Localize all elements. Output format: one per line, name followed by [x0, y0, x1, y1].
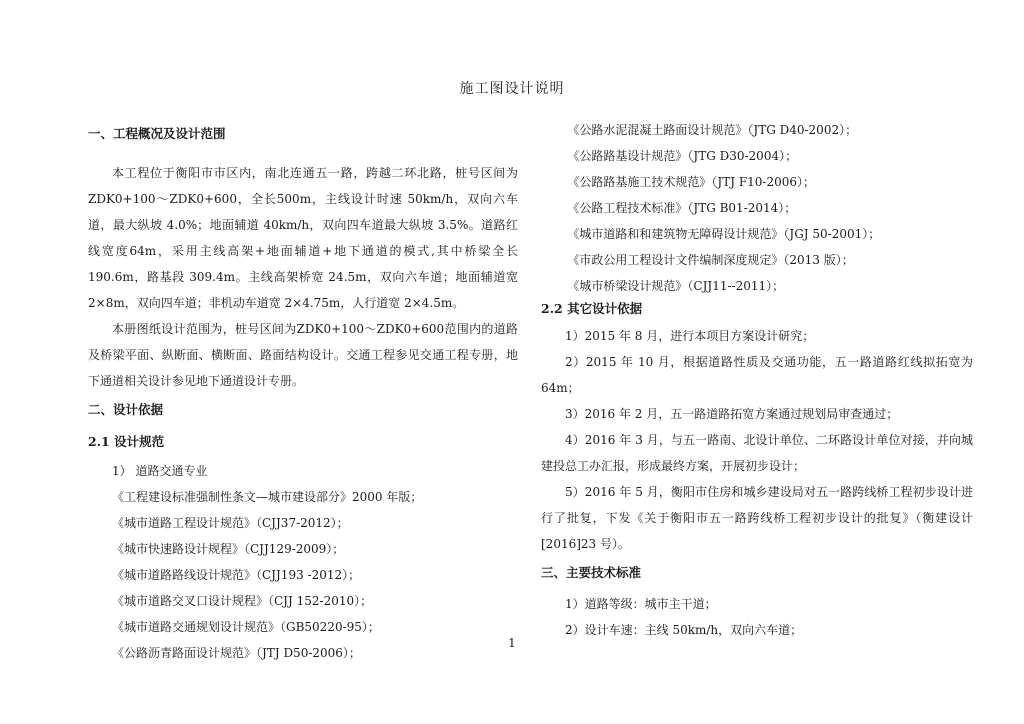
- spec-item: 《公路水泥混凝土路面设计规范》（JTG D40-2002）；: [567, 123, 858, 137]
- page-number: 1: [508, 636, 516, 650]
- standard-item: 2）设计车速：主线 50km/h，双向六车道；: [565, 623, 803, 637]
- basis-item: 1）2015 年 8 月，进行本项目方案设计研究；: [565, 329, 815, 343]
- subsection-heading-other-basis: 2.2 其它设计依据: [541, 301, 643, 316]
- spec-item: 《城市道路交叉口设计规程》（CJJ 152-2010）；: [112, 594, 373, 608]
- document-title: 施工图设计说明: [459, 81, 565, 97]
- spec-item: 《城市道路和和建筑物无障碍设计规范》（JGJ 50-2001）；: [567, 227, 881, 241]
- spec-item: 《城市桥梁设计规范》（CJJ11--2011）；: [567, 279, 785, 293]
- spec-item: 《城市道路工程设计规范》（CJJ37-2012）；: [112, 516, 349, 530]
- subsection-heading-specs: 2.1 设计规范: [88, 434, 165, 449]
- basis-item: 4）2016 年 3 月，与五一路南、北设计单位、二环路设计单位对接，并向城建投总工办汇报，形成最终方案，开展初步设计；: [541, 433, 973, 473]
- section-heading-standards: 三、主要技术标准: [541, 565, 642, 580]
- basis-item: 3）2016 年 2 月，五一路道路拓宽方案通过规划局审查通过；: [565, 407, 899, 421]
- spec-item: 《城市快速路设计规程》（CJJ129-2009）；: [112, 542, 345, 556]
- spec-item: 《公路路基施工技术规范》（JTJ F10-2006）；: [567, 175, 816, 189]
- spec-item: 《公路沥青路面设计规范》（JTJ D50-2006）；: [112, 646, 361, 660]
- spec-item: 《城市道路路线设计规范》（CJJ193 -2012）；: [112, 568, 361, 582]
- left-column: [88, 124, 518, 666]
- section-heading-overview: 一、工程概况及设计范围: [88, 126, 226, 141]
- spec-item: 《城市道路交通规划设计规范》（GB50220-95）；: [112, 620, 380, 634]
- overview-paragraph-2: 本册图纸设计范围为，桩号区间为ZDK0+100～ZDK0+600范围内的道路及桥梁平面、纵断面、横断面、路面结构设计。交通工程参见交通工程专册，地下通道相关设计参见地下通道设计专册。: [88, 322, 518, 388]
- overview-paragraph-1: 本工程位于衡阳市市区内，南北连通五一路，跨越二环北路，桩号区间为ZDK0+100～ZDK0+600，全长500m，主线设计时速 50km/h，双向六车道，最大纵坡 4.0%；地面辅道 40km/h，双向四车道最大纵坡 3.5%。道路红线宽度64m，采用主线高架+地面辅道+地下通道的模式,其中桥梁全长 190.6m，路基段 309.4m。主线高架桥宽 24.5m，双向六车道；地面辅道宽 2×8m，双向四车道；非机动车道宽 2×4.75m，人行道宽 2×4.5m。: [88, 166, 518, 310]
- spec-item: 《公路路基设计规范》（JTG D30-2004）；: [567, 149, 798, 163]
- spec-item: 《公路工程技术标准》（JTG B01-2014）；: [567, 201, 797, 215]
- spec-item: 《工程建设标准强制性条文—城市建设部分》2000 年版；: [112, 490, 423, 504]
- section-heading-basis: 二、设计依据: [88, 402, 164, 417]
- spec-category: 1） 道路交通专业: [112, 464, 208, 478]
- basis-item: 5）2016 年 5 月，衡阳市住房和城乡建设局对五一路跨线桥工程初步设计进行了批复，下发《关于衡阳市五一路跨线桥工程初步设计的批复》（衡建设计[2016]23 号）。: [541, 485, 973, 551]
- standard-item: 1）道路等级：城市主干道；: [565, 597, 717, 611]
- right-column: [541, 117, 973, 643]
- spec-item: 《市政公用工程设计文件编制深度规定》（2013 版）；: [567, 253, 854, 267]
- basis-item: 2）2015 年 10 月，根据道路性质及交通功能，五一路道路红线拟拓宽为64m；: [541, 355, 973, 395]
